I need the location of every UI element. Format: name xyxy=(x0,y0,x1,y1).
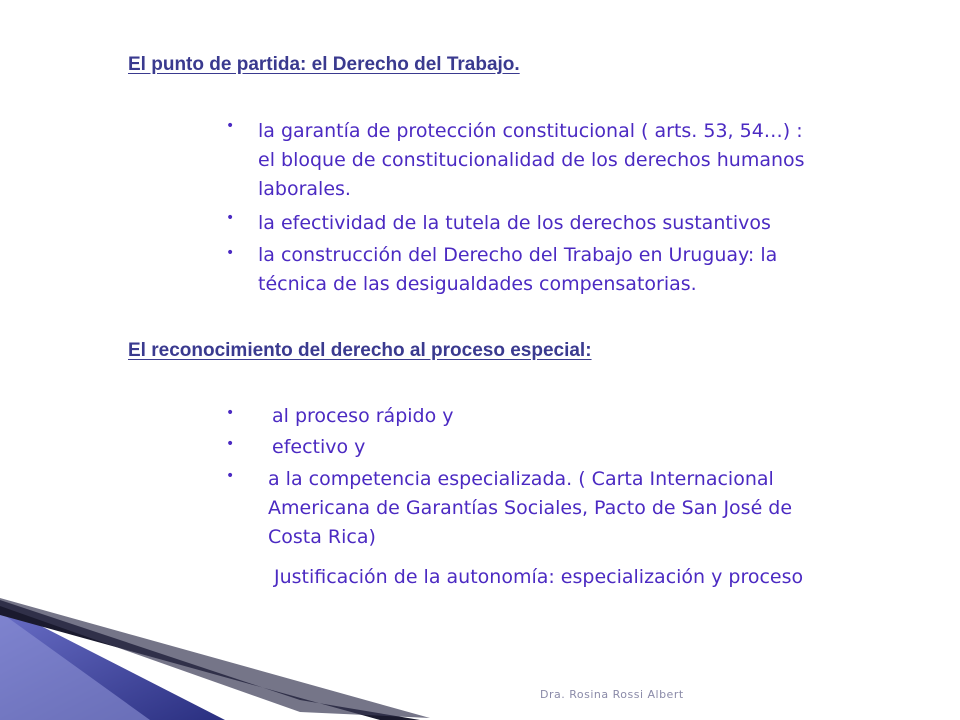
item-line: la efectividad de la tutela de los derechos sustantivos xyxy=(258,212,771,234)
autonomy-justification-note: Justificación de la autonomía: especialización y proceso xyxy=(274,566,804,588)
item-line: efectivo y xyxy=(272,436,366,458)
item-line: Americana de Garantías Sociales, Pacto de San José de xyxy=(268,497,793,519)
bullet-icon: • xyxy=(226,245,235,261)
item-line: al proceso rápido y xyxy=(272,405,454,427)
bullet-icon: • xyxy=(226,118,235,134)
section-heading-starting-point: El punto de partida: el Derecho del Trabajo. xyxy=(128,54,520,75)
item-line: laborales. xyxy=(258,178,351,200)
section-heading-special-process: El reconocimiento del derecho al proceso especial: xyxy=(128,340,592,361)
bullet-icon: • xyxy=(226,210,235,226)
item-line: Costa Rica) xyxy=(268,526,376,548)
item-line: técnica de las desigualdades compensatorias. xyxy=(258,273,697,295)
bullet-icon: • xyxy=(226,405,235,421)
item-line: el bloque de constitucionalidad de los derechos humanos xyxy=(258,149,805,171)
item-line: la garantía de protección constitucional ( arts. 53, 54…) : xyxy=(258,120,803,142)
item-line: la construcción del Derecho del Trabajo en Uruguay: la xyxy=(258,244,778,266)
bullet-icon: • xyxy=(226,436,235,452)
slide-footer-author: Dra. Rosina Rossi Albert xyxy=(540,688,684,701)
item-line: a la competencia especializada. ( Carta Internacional xyxy=(268,468,774,490)
bullet-icon: • xyxy=(226,468,235,484)
